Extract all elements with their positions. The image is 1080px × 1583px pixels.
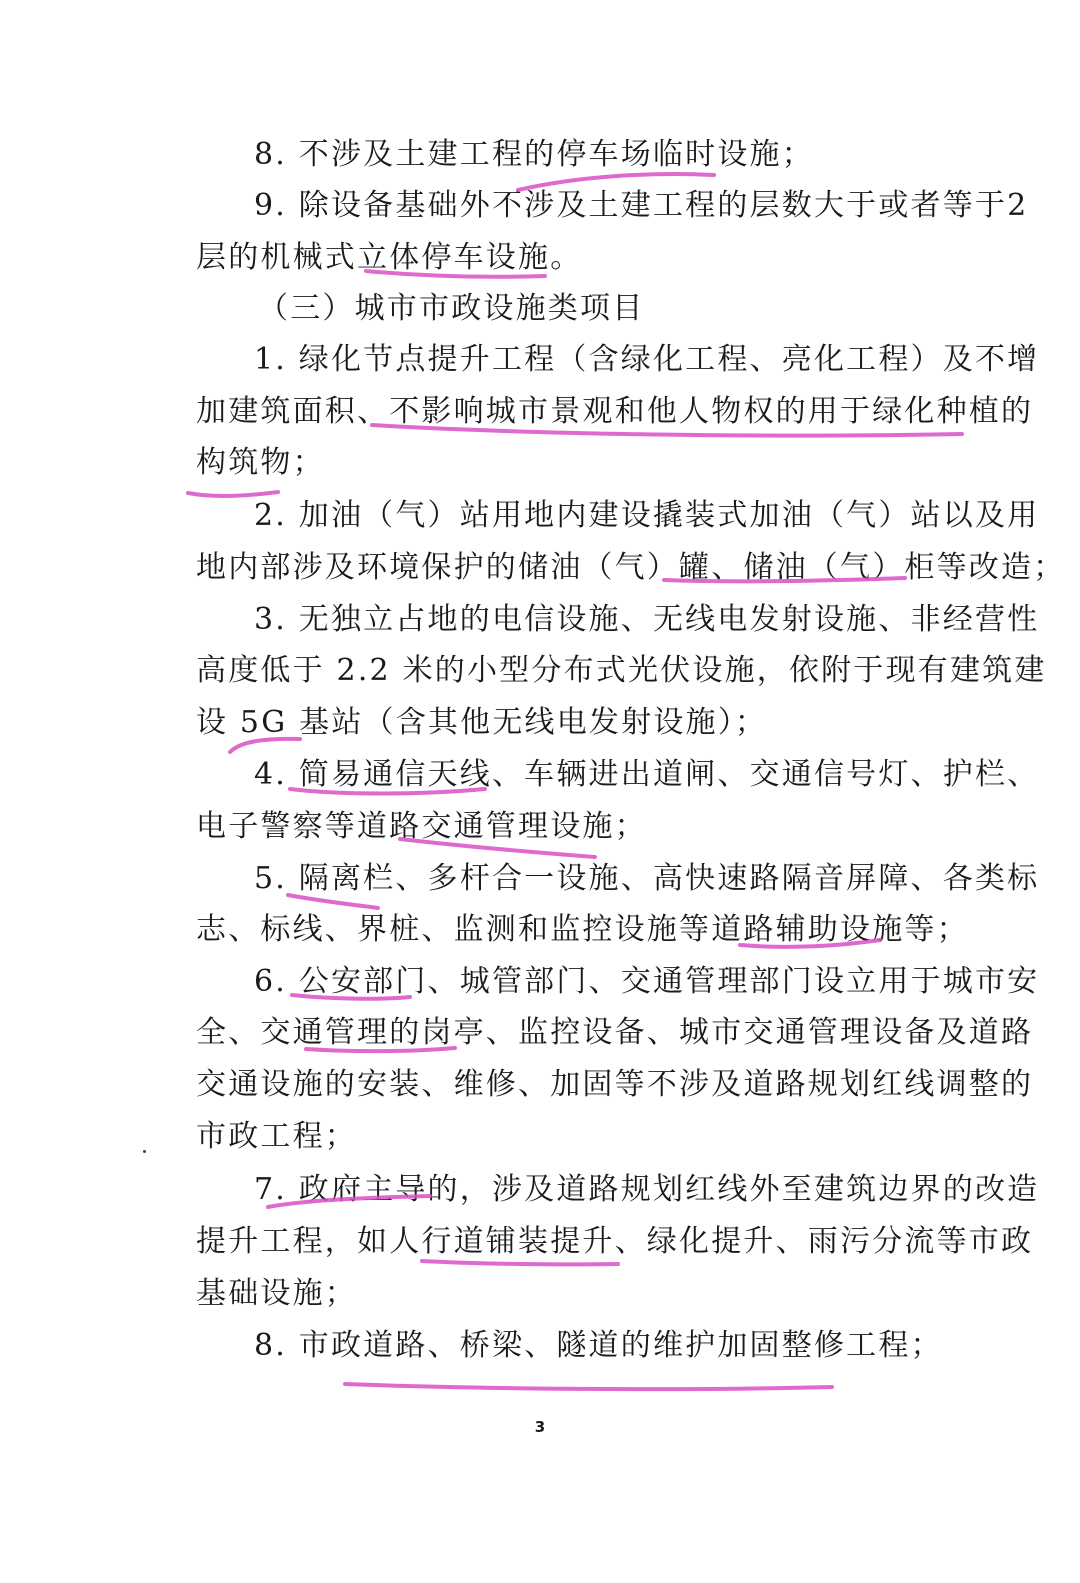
text-line: 提升工程，如人行道铺装提升、绿化提升、雨污分流等市政 [196,1224,1034,1259]
text-line: 3. 无独立占地的电信设施、无线电发射设施、非经营性 [254,602,1040,637]
text-line: 基础设施； [196,1276,357,1311]
text-line: 设 5G 基站（含其他无线电发射设施）； [196,705,768,740]
text-line: 5. 隔离栏、多杆合一设施、高快速路隔音屏障、各类标 [254,861,1040,896]
text-line: 高度低于 2.2 米的小型分布式光伏设施，依附于现有建筑建 [196,653,1047,688]
text-line: 4. 简易通信天线、车辆进出道闸、交通信号灯、护栏、 [254,757,1040,792]
text-line: 地内部涉及环境保护的储油（气）罐、储油（气）柜等改造； [196,550,1066,585]
scan-speck [143,1150,146,1153]
text-line: 8. 市政道路、桥梁、隧道的维护加固整修工程； [254,1328,943,1363]
text-line: 8. 不涉及土建工程的停车场临时设施； [254,137,814,172]
text-line: 电子警察等道路交通管理设施； [196,809,647,844]
text-line: 加建筑面积、不影响城市景观和他人物权的用于绿化种植的 [196,394,1034,429]
text-line: 层的机械式立体停车设施。 [196,240,583,275]
text-line: 7. 政府主导的，涉及道路规划红线外至建筑边界的改造 [254,1172,1040,1207]
page-number: 3 [534,1418,546,1436]
text-line: 6. 公安部门、城管部门、交通管理部门设立用于城市安 [254,964,1040,999]
underline-mark [345,1384,832,1389]
text-line: 1. 绿化节点提升工程（含绿化工程、亮化工程）及不增 [254,342,1040,377]
text-line: 市政工程； [196,1119,357,1154]
text-line: 9. 除设备基础外不涉及土建工程的层数大于或者等于2 [254,188,1029,223]
text-line: 交通设施的安装、维修、加固等不涉及道路规划红线调整的 [196,1067,1034,1102]
text-line: 全、交通管理的岗亭、监控设备、城市交通管理设备及道路 [196,1015,1034,1050]
text-line: 2. 加油（气）站用地内建设撬装式加油（气）站以及用 [254,498,1040,533]
text-line: 构筑物； [196,445,325,480]
text-line: 志、标线、界桩、监测和监控设施等道路辅助设施等； [196,912,969,947]
section-heading: （三）城市市政设施类项目 [258,291,645,326]
